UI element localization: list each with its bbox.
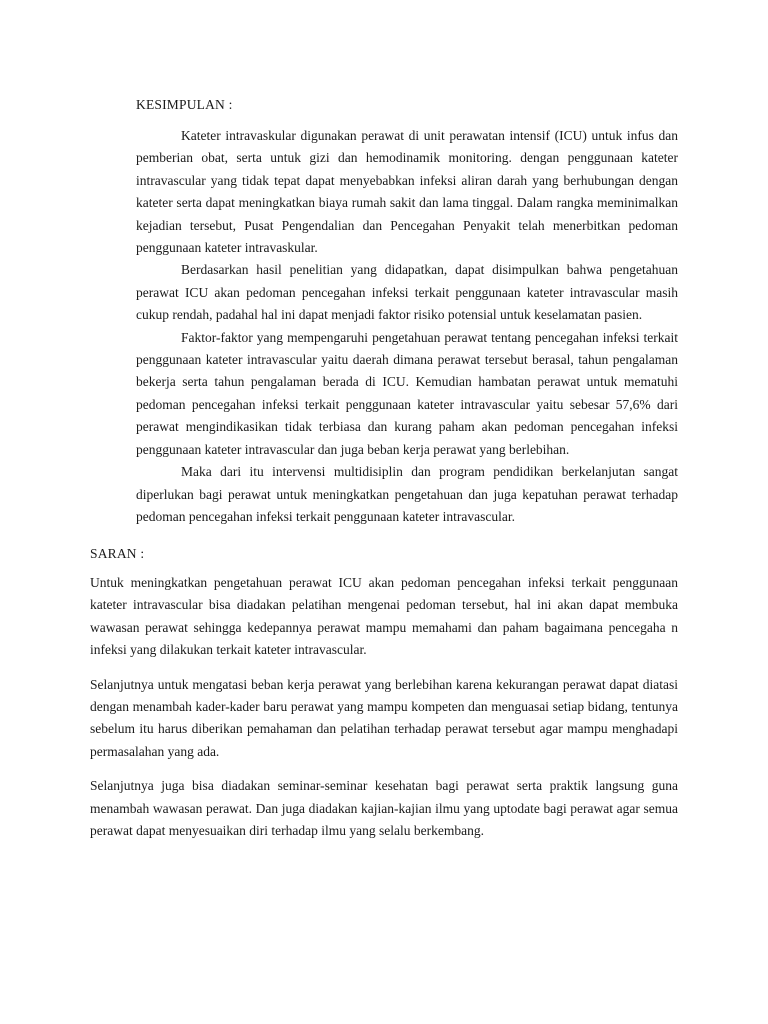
kesimpulan-paragraph-1: Kateter intravaskular digunakan perawat di unit perawatan intensif (ICU) untuk infus dan pemberian obat, serta untuk gizi dan hemodinamik monitoring. dengan penggunaan kateter intravascular yang tidak tepat dapat menyebabkan infeksi aliran darah yang berhubungan dengan kateter serta dapat meningkatkan biaya rumah sakit dan lama tinggal. Dalam rangka meminimalkan kejadian tersebut, Pusat Pengendalian dan Pencegahan Penyakit telah menerbitkan pedoman penggunaan kateter intravaskular.: [136, 128, 678, 256]
kesimpulan-section: [136, 125, 678, 528]
saran-paragraph-2: Selanjutnya untuk mengatasi beban kerja perawat yang berlebihan karena kekurangan perawat dapat diatasi dengan menambah kader-kader baru perawat yang mampu kompeten dan menguasai setiap bidang, tentunya sebelum itu harus diberikan pemahaman dan pelatihan terhadap perawat tersebut agar mampu menghadapi permasalahan yang ada.: [90, 676, 678, 759]
kesimpulan-heading: KESIMPULAN :: [136, 97, 233, 112]
saran-paragraph-3: Selanjutnya juga bisa diadakan seminar-seminar kesehatan bagi perawat serta praktik langsung guna menambah wawasan perawat. Dan juga diadakan kajian-kajian ilmu yang uptodate bagi perawat agar semua perawat dapat menyesuaikan diri terhadap ilmu yang selalu berkembang.: [90, 778, 678, 839]
saran-paragraph-1: Untuk meningkatkan pengetahuan perawat ICU akan pedoman pencegahan infeksi terkait penggunaan kateter intravascular bisa diadakan pelatihan mengenai pedoman tersebut, hal ini akan dapat membuka wawasan perawat sehingga kedepannya perawat mampu memahami dan paham bagaimana pencegaha n infeksi yang dilakukan terkait kateter intravascular.: [90, 575, 678, 658]
kesimpulan-paragraph-3: Faktor-faktor yang mempengaruhi pengetahuan perawat tentang pencegahan infeksi terkait penggunaan kateter intravascular yaitu daerah dimana perawat tersebut berasal, tahun pengalaman bekerja serta tahun pengalaman berada di ICU. Kemudian hambatan perawat untuk mematuhi pedoman pencegahan infeksi terkait penggunaan kateter intravascular yaitu sebesar 57,6% dari perawat mengindikasikan tidak terbiasa dan kurang paham akan pedoman pencegahan infeksi penggunaan kateter intravascular dan juga beban kerja perawat yang berlebihan.: [136, 329, 678, 457]
saran-section: [90, 572, 678, 854]
kesimpulan-paragraph-4: Maka dari itu intervensi multidisiplin dan program pendidikan berkelanjutan sangat diperlukan bagi perawat untuk meningkatkan pengetahuan dan juga kepatuhan perawat terhadap pedoman pencegahan infeksi terkait penggunaan kateter intravascular.: [136, 464, 678, 524]
kesimpulan-paragraph-2: Berdasarkan hasil penelitian yang didapatkan, dapat disimpulkan bahwa pengetahuan perawat ICU akan pedoman pencegahan infeksi terkait penggunaan kateter intravascular masih cukup rendah, padahal hal ini dapat menjadi faktor risiko potensial untuk keselamatan pasien.: [136, 262, 678, 323]
saran-heading: SARAN :: [90, 546, 145, 561]
